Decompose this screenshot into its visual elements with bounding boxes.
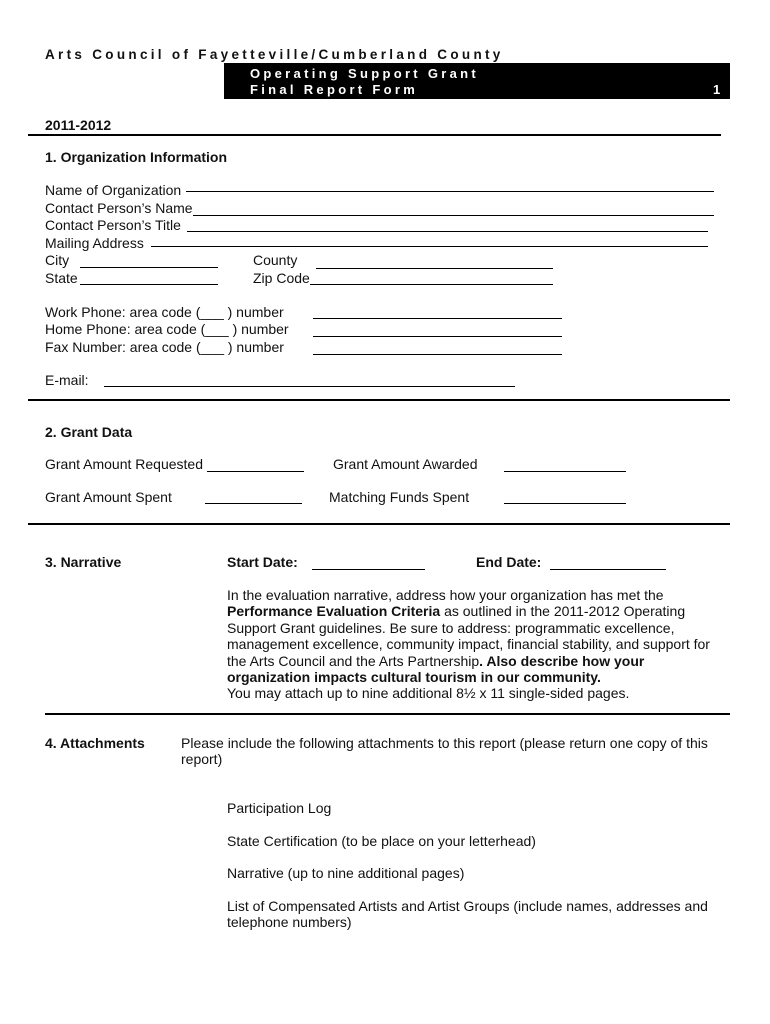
email-field[interactable]	[104, 386, 515, 387]
mailing-address-label: Mailing Address	[45, 235, 144, 251]
end-date-label: End Date:	[476, 554, 542, 570]
report-year: 2011-2012	[45, 117, 112, 133]
work-phone-field[interactable]	[313, 318, 562, 319]
divider	[28, 399, 730, 401]
attachment-item: Narrative (up to nine additional pages)	[227, 865, 465, 881]
zip-field[interactable]	[310, 284, 553, 285]
amount-awarded-field[interactable]	[504, 471, 626, 472]
fax-field[interactable]	[313, 354, 562, 355]
zip-label: Zip Code	[253, 270, 310, 286]
amount-spent-label: Grant Amount Spent	[45, 489, 172, 505]
amount-requested-label: Grant Amount Requested	[45, 456, 203, 472]
org-name-field[interactable]	[186, 191, 714, 192]
divider	[28, 523, 730, 525]
section2-heading: 2. Grant Data	[45, 424, 133, 440]
amount-spent-field[interactable]	[205, 503, 302, 504]
contact-title-field[interactable]	[187, 231, 708, 232]
page-number: 1	[713, 82, 721, 97]
attachments-intro: Please include the following attachments to this report (please return one copy of this report)	[181, 735, 708, 768]
amount-awarded-label: Grant Amount Awarded	[333, 456, 478, 472]
home-phone-label: Home Phone: area code (___ ) number	[45, 321, 289, 337]
amount-requested-field[interactable]	[207, 471, 304, 472]
organization-header: Arts Council of Fayetteville/Cumberland County	[45, 47, 504, 62]
narrative-instructions: In the evaluation narrative, address how your organization has met the Performance Evaluation Criteria as outlined in the 2011-2012 Operating Support Grant guidelines. Be sure to address: programmatic excellence, management excellence, community impact, financial stability, and support for the Arts Council and the Arts Partnership. Also describe how your organization impacts cultural tourism in our community. You may attach up to nine additional 8½ x 11 single-sided pages.	[227, 587, 710, 702]
home-phone-field[interactable]	[313, 336, 562, 337]
county-label: County	[253, 252, 298, 268]
start-date-label: Start Date:	[227, 554, 298, 570]
city-label: City	[45, 252, 70, 268]
contact-name-label: Contact Person’s Name	[45, 200, 193, 216]
attachment-item: Participation Log	[227, 800, 332, 816]
form-title-line2: Final Report Form	[250, 82, 419, 97]
start-date-field[interactable]	[312, 569, 425, 570]
end-date-field[interactable]	[550, 569, 666, 570]
matching-funds-label: Matching Funds Spent	[329, 489, 470, 505]
divider	[45, 713, 730, 715]
matching-funds-field[interactable]	[504, 503, 626, 504]
contact-name-field[interactable]	[193, 215, 714, 216]
state-label: State	[45, 270, 78, 286]
county-field[interactable]	[316, 268, 553, 269]
attachment-item: List of Compensated Artists and Artist Groups (include names, addresses and telephone numbers)	[227, 898, 708, 931]
fax-label: Fax Number: area code (___ ) number	[45, 339, 284, 355]
email-label: E-mail:	[45, 372, 89, 388]
mailing-address-field[interactable]	[151, 246, 708, 247]
form-title-line1: Operating Support Grant	[250, 66, 480, 81]
attachment-item: State Certification (to be place on your letterhead)	[227, 833, 536, 849]
section1-heading: 1. Organization Information	[45, 149, 228, 165]
section3-heading: 3. Narrative	[45, 554, 122, 570]
org-name-label: Name of Organization	[45, 182, 182, 198]
state-field[interactable]	[80, 284, 218, 285]
work-phone-label: Work Phone: area code (___ ) number	[45, 304, 284, 320]
city-field[interactable]	[80, 267, 218, 268]
divider	[28, 134, 721, 136]
section4-heading: 4. Attachments	[45, 735, 145, 751]
contact-title-label: Contact Person’s Title	[45, 217, 181, 233]
